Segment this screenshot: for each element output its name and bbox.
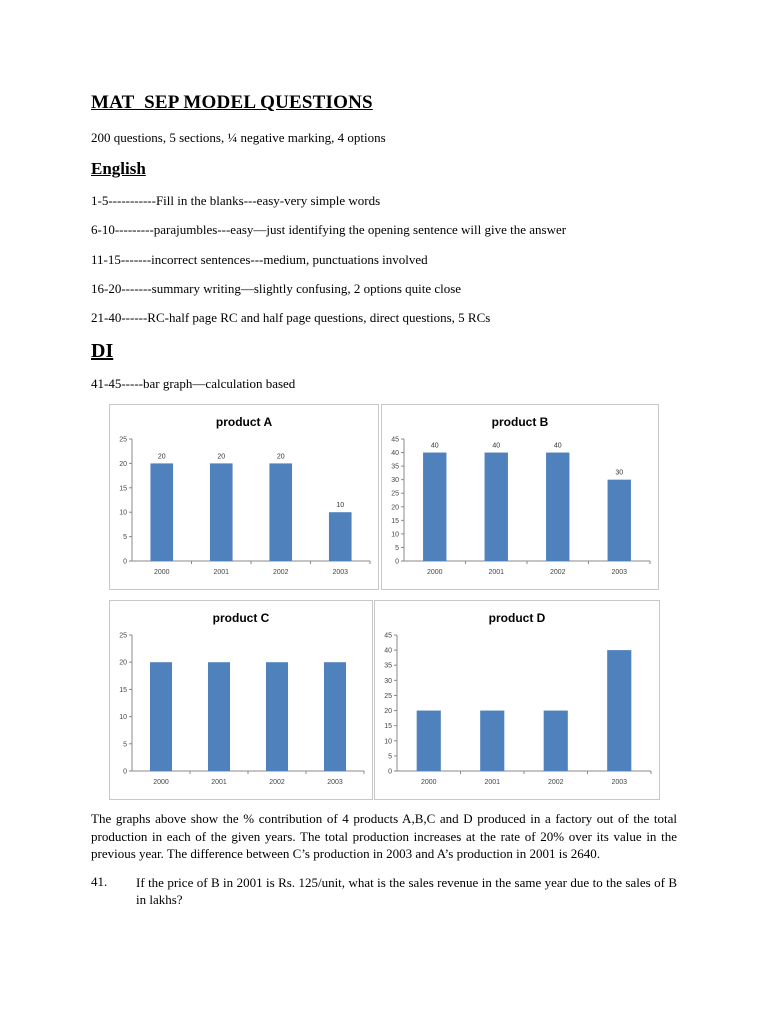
bar-chart-svg: [375, 601, 659, 799]
y-tick-label: 5: [388, 753, 392, 761]
x-tick-label: 2002: [269, 779, 285, 786]
bar: [546, 453, 569, 561]
y-tick-label: 35: [391, 463, 399, 471]
y-tick-label: 20: [384, 708, 392, 716]
bar: [480, 711, 504, 771]
di-heading: DI: [91, 340, 114, 362]
y-tick-label: 0: [388, 768, 392, 776]
di-line: 41-45-----bar graph—calculation based: [91, 376, 296, 391]
data-label: 40: [492, 442, 501, 450]
y-tick-label: 10: [384, 738, 392, 746]
bar-chart-svg: [110, 405, 378, 589]
bar: [423, 453, 446, 561]
y-tick-label: 15: [384, 723, 392, 731]
english-heading: English: [91, 159, 146, 178]
question-text: If the price of B in 2001 is Rs. 125/unit, what is the sales revenue in the same year due to the sales of B in lakhs?: [136, 875, 677, 907]
y-tick-label: 5: [123, 534, 127, 542]
y-tick-label: 5: [123, 741, 127, 749]
chart-title: product B: [491, 415, 549, 429]
english-line: 6-10---------parajumbles---easy—just identifying the opening sentence will give the answer: [91, 222, 567, 237]
bar: [544, 711, 568, 771]
y-tick-label: 45: [391, 436, 399, 444]
data-label: 10: [336, 502, 345, 510]
y-tick-label: 25: [391, 490, 399, 498]
y-tick-label: 25: [119, 632, 127, 640]
chart-product-b: [381, 404, 659, 590]
x-tick-label: 2003: [327, 779, 343, 786]
y-tick-label: 40: [391, 450, 399, 458]
y-tick-label: 20: [119, 659, 127, 667]
data-label: 20: [276, 453, 285, 461]
y-tick-label: 5: [395, 544, 399, 552]
chart-title: product C: [212, 611, 270, 625]
intro-line: 200 questions, 5 sections, ¼ negative marking, 4 options: [91, 130, 386, 145]
question-paragraph: The graphs above show the % contribution of 4 products A,B,C and D produced in a factory out of the total production in each of the given years. The total production increases at the rate of 20% over its value in the previous year. The difference between C’s production in 2003 and A’s production in 2001 is 2640.: [91, 811, 677, 861]
y-tick-label: 0: [123, 558, 127, 566]
data-label: 30: [615, 469, 624, 477]
y-tick-label: 20: [119, 460, 127, 468]
y-tick-label: 15: [391, 517, 399, 525]
bar-chart-svg: [382, 405, 658, 589]
y-tick-label: 0: [123, 768, 127, 776]
bar: [150, 662, 172, 771]
x-tick-label: 2001: [488, 569, 505, 576]
y-tick-label: 10: [391, 531, 399, 539]
data-label: 40: [430, 442, 439, 450]
y-tick-label: 25: [384, 692, 392, 700]
y-tick-label: 0: [395, 558, 399, 566]
english-line: 1-5-----------Fill in the blanks---easy-very simple words: [91, 193, 381, 208]
x-tick-label: 2001: [211, 779, 227, 786]
bar: [208, 662, 230, 771]
y-tick-label: 25: [119, 436, 127, 444]
y-tick-label: 10: [119, 714, 127, 722]
y-tick-label: 45: [384, 632, 392, 640]
chart-product-d: [374, 600, 660, 800]
english-line: 21-40------RC-half page RC and half page questions, direct questions, 5 RCs: [91, 310, 491, 325]
chart-title: product D: [488, 611, 546, 625]
question-number: 41.: [91, 874, 108, 889]
x-tick-label: 2000: [153, 779, 169, 786]
chart-title: product A: [215, 415, 273, 429]
x-tick-label: 2000: [153, 569, 170, 576]
bar: [608, 480, 631, 561]
bar: [329, 512, 352, 561]
chart-product-a: [109, 404, 379, 590]
bar: [324, 662, 346, 771]
bar: [485, 453, 508, 561]
y-tick-label: 10: [119, 509, 127, 517]
page-title: MAT SEP MODEL QUESTIONS: [91, 92, 373, 113]
x-tick-label: 2003: [332, 569, 349, 576]
y-tick-label: 35: [384, 662, 392, 670]
bar-chart-svg: [110, 601, 372, 799]
x-tick-label: 2001: [484, 779, 501, 786]
y-tick-label: 15: [119, 485, 127, 493]
y-tick-label: 40: [384, 647, 392, 655]
data-label: 20: [217, 453, 226, 461]
x-tick-label: 2002: [547, 779, 564, 786]
x-tick-label: 2003: [611, 569, 628, 576]
bar: [210, 463, 233, 561]
bar: [150, 463, 173, 561]
y-tick-label: 20: [391, 504, 399, 512]
bar: [269, 463, 292, 561]
x-tick-label: 2000: [420, 779, 437, 786]
x-tick-label: 2002: [272, 569, 289, 576]
bar: [607, 650, 631, 771]
x-tick-label: 2001: [213, 569, 230, 576]
bar: [417, 711, 441, 771]
data-label: 40: [553, 442, 562, 450]
x-tick-label: 2000: [426, 569, 443, 576]
english-line: 16-20-------summary writing—slightly confusing, 2 options quite close: [91, 281, 462, 296]
y-tick-label: 30: [391, 477, 399, 485]
chart-product-c: [109, 600, 373, 800]
english-line: 11-15-------incorrect sentences---medium, punctuations involved: [91, 252, 428, 267]
y-tick-label: 30: [384, 677, 392, 685]
y-tick-label: 15: [119, 686, 127, 694]
bar: [266, 662, 288, 771]
x-tick-label: 2003: [611, 779, 628, 786]
data-label: 20: [157, 453, 166, 461]
x-tick-label: 2002: [549, 569, 566, 576]
